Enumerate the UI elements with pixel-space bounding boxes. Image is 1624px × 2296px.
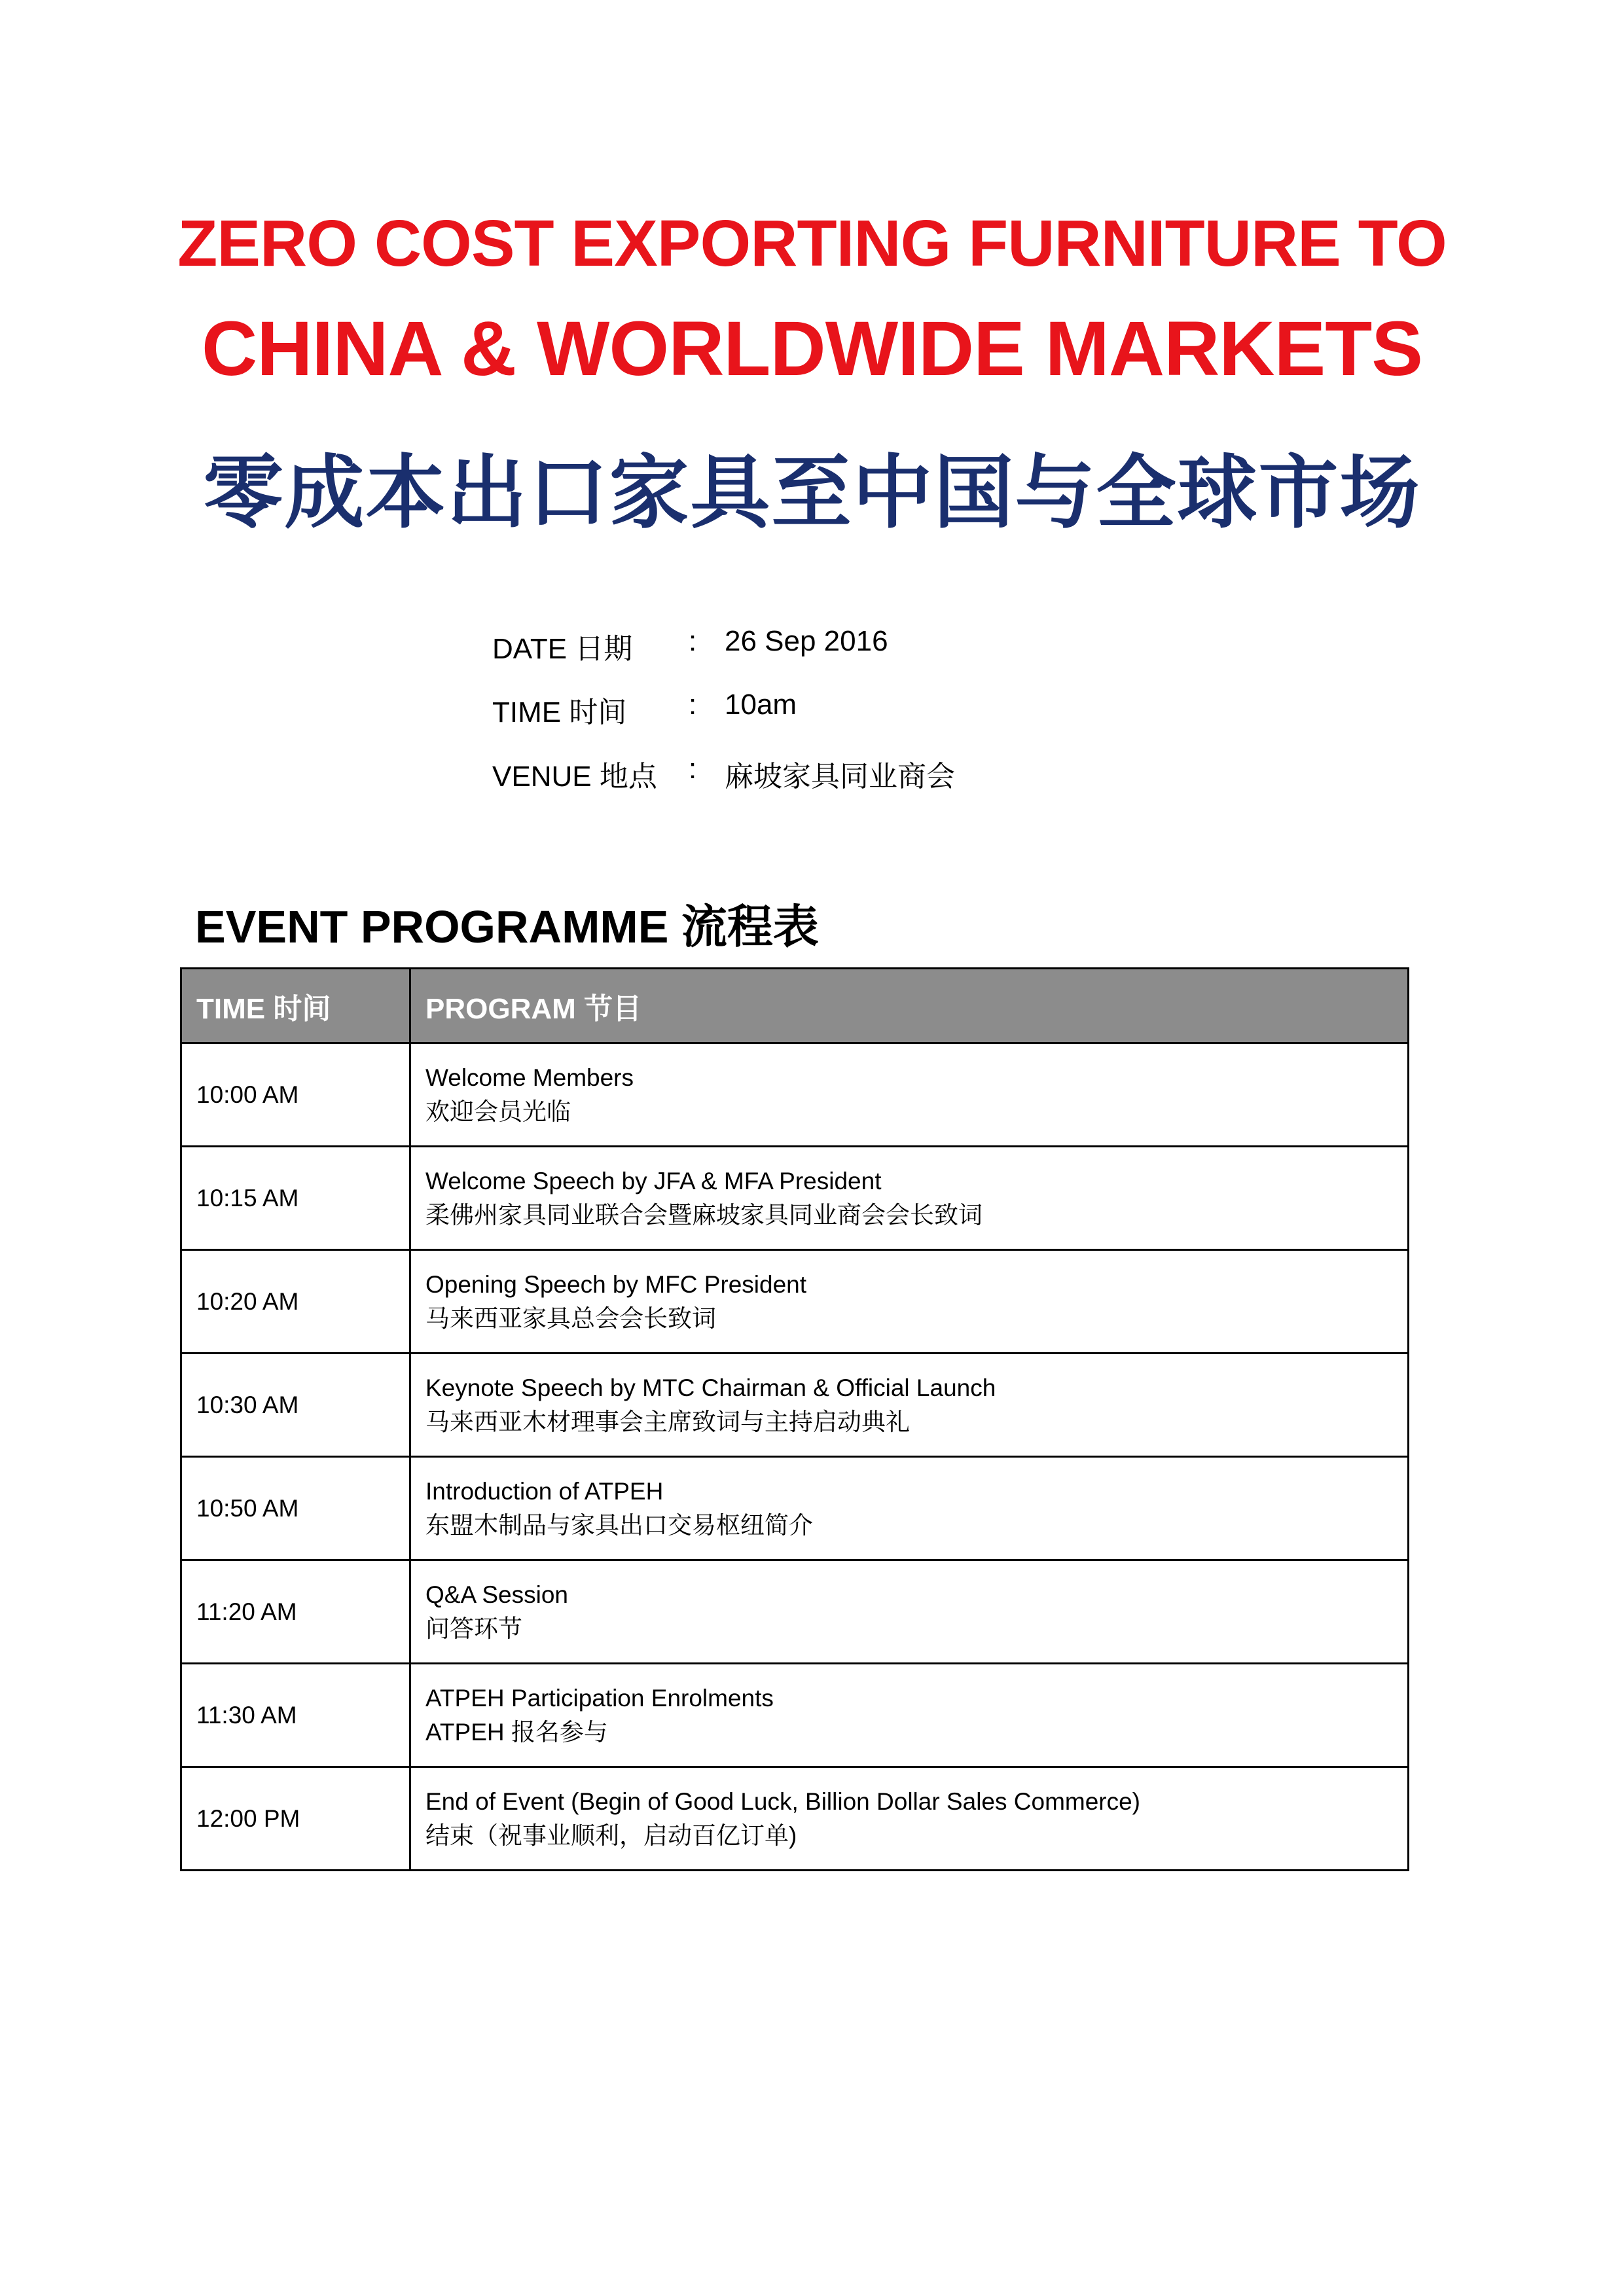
venue-value: 麻坡家具同业商会 [725,761,955,793]
row-program [410,1354,1409,1457]
venue-label: VENUE 地点 [492,761,657,793]
date-value: 26 Sep 2016 [725,625,888,657]
row-time: 10:15 AM [181,1147,410,1250]
program-english: Welcome Members [425,1064,634,1091]
table-header-row [181,969,1409,1043]
row-program [410,1664,1409,1767]
program-english: Opening Speech by MFC President [425,1270,807,1298]
program-chinese: ATPEH 报名参与 [425,1718,608,1746]
row-time: 12:00 PM [181,1767,410,1871]
program-english: End of Event (Begin of Good Luck, Billion Dollar Sales Commerce) [425,1787,1141,1815]
row-time: 10:50 AM [181,1457,410,1560]
program-english: Introduction of ATPEH [425,1477,664,1505]
separator: : [689,625,697,657]
title-line-2: CHINA & WORLDWIDE MARKETS [201,306,1423,392]
column-header-time: TIME 时间 [181,969,410,1043]
program-chinese: 欢迎会员光临 [425,1098,571,1125]
row-time: 10:00 AM [181,1043,410,1147]
row-time: 11:20 AM [181,1560,410,1664]
table-row [181,1250,1409,1354]
table-row [181,1354,1409,1457]
program-english: Keynote Speech by MTC Chairman & Official Launch [425,1374,996,1401]
row-time: 10:20 AM [181,1250,410,1354]
table-row [181,1043,1409,1147]
table-row [181,1664,1409,1767]
table-row [181,1560,1409,1664]
row-time: 11:30 AM [181,1664,410,1767]
row-time: 10:30 AM [181,1354,410,1457]
programme-table [180,967,1409,1871]
title-chinese: 零成本出口家具至中国与全球市场 [203,445,1421,539]
table-row [181,1767,1409,1871]
row-program [410,1147,1409,1250]
program-chinese: 柔佛州家具同业联合会暨麻坡家具同业商会会长致词 [425,1201,983,1229]
table-row [181,1147,1409,1250]
title-line-1: ZERO COST EXPORTING FURNITURE TO [177,207,1447,280]
program-chinese: 马来西亚家具总会会长致词 [425,1304,716,1332]
separator: : [689,753,697,785]
separator: : [689,689,697,721]
table-row [181,1457,1409,1560]
time-value: 10am [725,689,797,721]
program-english: ATPEH Participation Enrolments [425,1684,774,1712]
row-program [410,1767,1409,1871]
program-chinese: 东盟木制品与家具出口交易枢纽简介 [425,1511,813,1539]
row-program [410,1043,1409,1147]
programme-heading: EVENT PROGRAMME 流程表 [195,901,819,952]
row-program [410,1457,1409,1560]
program-chinese: 问答环节 [425,1615,522,1642]
time-label: TIME 时间 [492,696,627,728]
row-program [410,1250,1409,1354]
row-program [410,1560,1409,1664]
program-chinese: 结束（祝事业顺利，启动百亿订单) [425,1821,797,1849]
column-header-program: PROGRAM 节目 [410,969,1409,1043]
program-english: Q&A Session [425,1581,569,1608]
date-label: DATE 日期 [492,633,633,665]
program-chinese: 马来西亚木材理事会主席致词与主持启动典礼 [425,1408,910,1435]
program-english: Welcome Speech by JFA & MFA President [425,1167,882,1194]
